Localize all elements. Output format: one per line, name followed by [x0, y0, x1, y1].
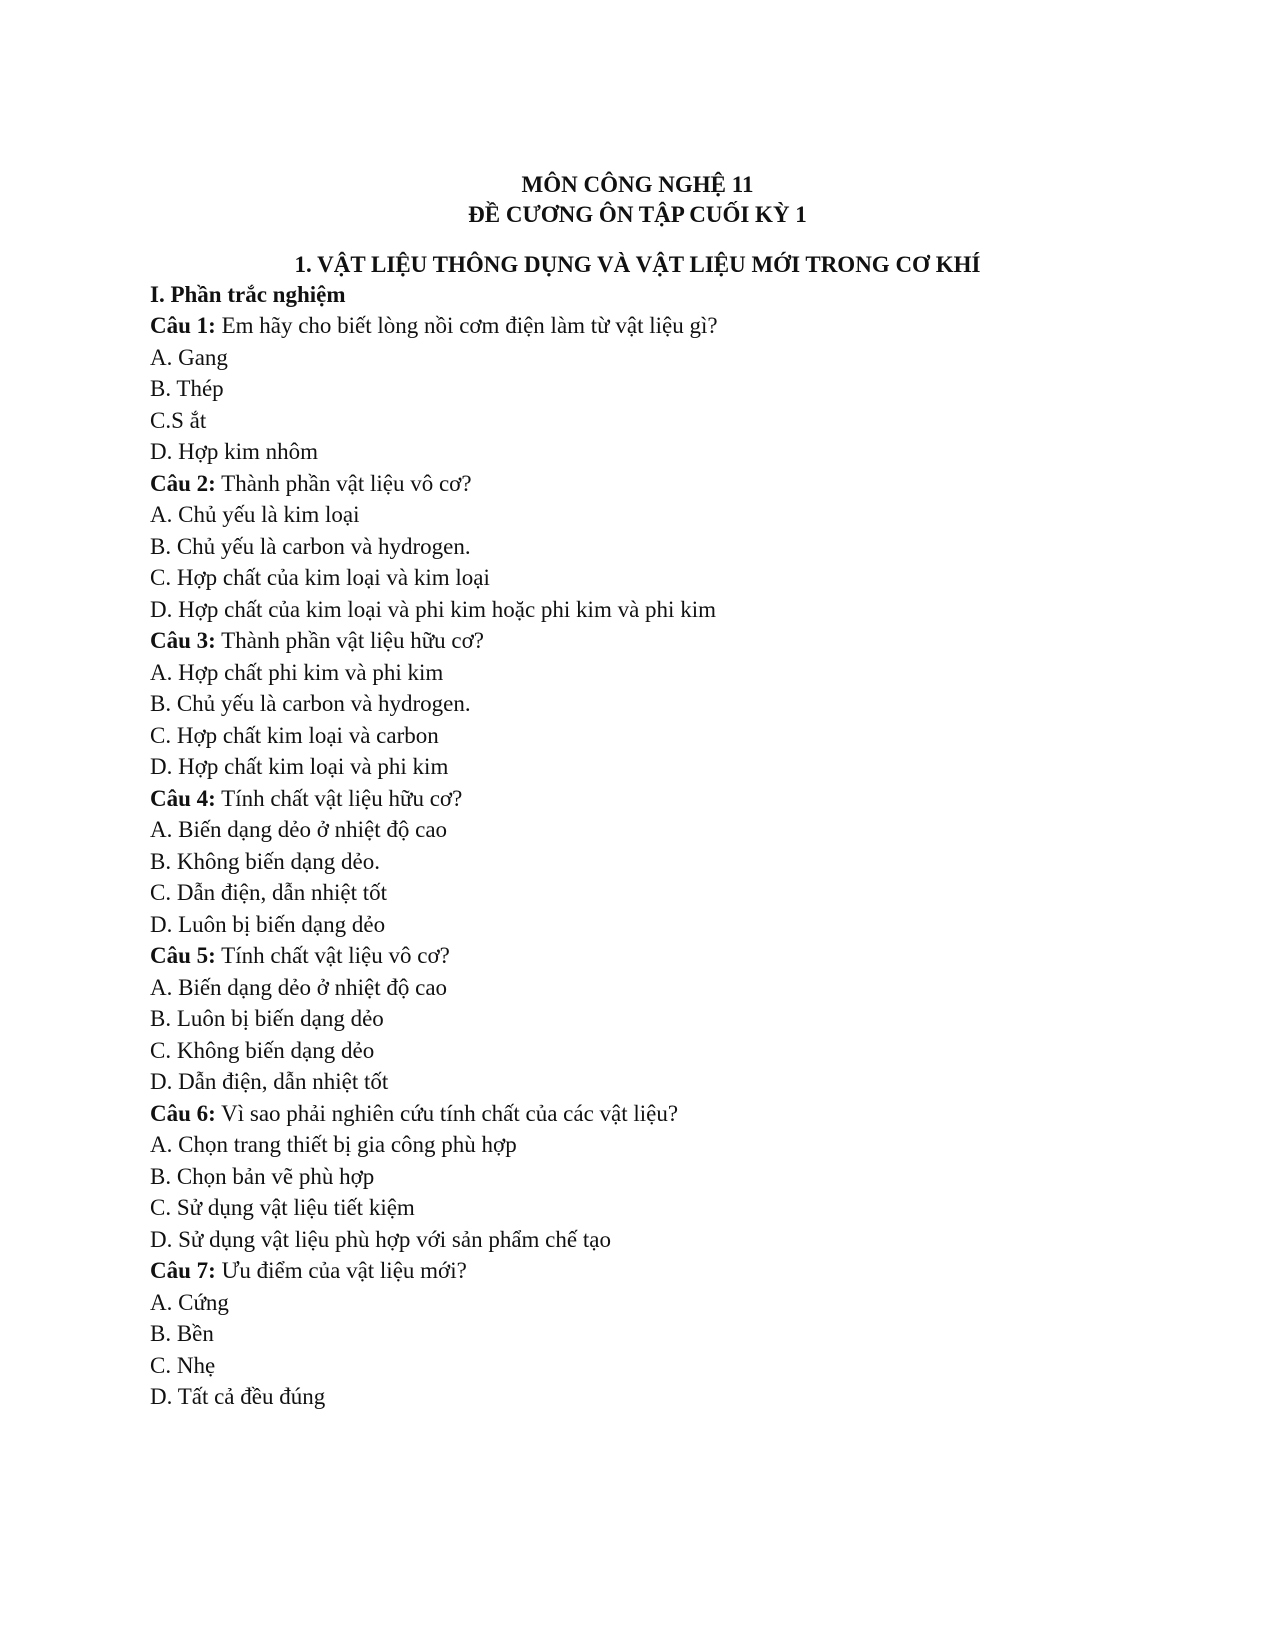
- answer-option: A. Chủ yếu là kim loại: [150, 502, 360, 527]
- question-block: [150, 625, 1200, 783]
- question-line: [150, 783, 1200, 815]
- answer-option: A. Gang: [150, 344, 228, 370]
- answer-option: D. Hợp chất kim loại và phi kim: [150, 754, 449, 779]
- answer-option: B. Thép: [150, 376, 224, 401]
- question-text: Tính chất vật liệu vô cơ?: [215, 943, 450, 968]
- question-block: [150, 1255, 1200, 1413]
- answer-option: D. Luôn bị biến dạng dẻo: [150, 911, 386, 937]
- section-title: 1. VẬT LIỆU THÔNG DỤNG VÀ VẬT LIỆU MỚI TRONG CƠ KHÍ: [294, 252, 981, 277]
- question-line: [150, 1255, 1200, 1287]
- answer-option: B. Luôn bị biến dạng dẻo: [150, 1006, 384, 1031]
- question-block: [150, 783, 1200, 941]
- answer-option: A. Cứng: [150, 1289, 229, 1315]
- question-line: [150, 468, 1200, 500]
- answer-option: D. Tất cả đều đúng: [150, 1384, 326, 1409]
- answer-option: C. Nhẹ: [150, 1352, 216, 1378]
- question-text: Ưu điểm của vật liệu mới?: [215, 1258, 467, 1283]
- answer-option: B. Chọn bản vẽ phù hợp: [150, 1163, 375, 1189]
- question-line: [150, 310, 1200, 342]
- answer-option: B. Chủ yếu là carbon và hydrogen.: [150, 691, 471, 716]
- question-text: Vì sao phải nghiên cứu tính chất của các vật liệu?: [215, 1100, 679, 1126]
- question-label: Câu 1:: [150, 313, 216, 338]
- answer-option: B. Chủ yếu là carbon và hydrogen.: [150, 533, 471, 559]
- subject-heading: MÔN CÔNG NGHỆ 11: [521, 172, 754, 197]
- answer-option: C. Hợp chất kim loại và carbon: [150, 722, 439, 748]
- question-line: [150, 940, 1200, 972]
- question-block: [150, 468, 1200, 626]
- question-text: Tính chất vật liệu hữu cơ?: [215, 785, 463, 811]
- document-title: ĐỀ CƯƠNG ÔN TẬP CUỐI KỲ 1: [468, 202, 807, 227]
- question-block: [150, 1098, 1200, 1256]
- question-line: [150, 1098, 1200, 1130]
- question-list: [150, 282, 1200, 1413]
- question-label: Câu 4:: [150, 785, 216, 811]
- answer-option: A. Hợp chất phi kim và phi kim: [150, 659, 444, 685]
- question-label: Câu 5:: [150, 943, 216, 968]
- question-text: Thành phần vật liệu hữu cơ?: [215, 628, 484, 653]
- answer-option: A. Chọn trang thiết bị gia công phù hợp: [150, 1132, 517, 1157]
- answer-option: C. Hợp chất của kim loại và kim loại: [150, 565, 490, 590]
- question-block: [150, 940, 1200, 1098]
- question-label: Câu 2:: [150, 470, 216, 496]
- question-block: [150, 310, 1200, 468]
- answer-option: D. Dẫn điện, dẫn nhiệt tốt: [150, 1069, 389, 1094]
- answer-option: B. Bền: [150, 1321, 214, 1346]
- answer-option: C. Sử dụng vật liệu tiết kiệm: [150, 1195, 415, 1220]
- part-title: I. Phần trắc nghiệm: [150, 282, 346, 307]
- answer-option: C. Không biến dạng dẻo: [150, 1037, 375, 1063]
- answer-option: D. Hợp chất của kim loại và phi kim hoặc phi kim và phi kim: [150, 596, 716, 622]
- question-label: Câu 7:: [150, 1258, 216, 1283]
- answer-option: D. Sử dụng vật liệu phù hợp với sản phẩm chế tạo: [150, 1226, 611, 1252]
- answer-option: A. Biến dạng dẻo ở nhiệt độ cao: [150, 974, 448, 1000]
- question-text: Thành phần vật liệu vô cơ?: [215, 470, 472, 496]
- answer-option: C.S ắt: [150, 407, 207, 433]
- question-label: Câu 6:: [150, 1100, 216, 1126]
- answer-option: B. Không biến dạng dẻo.: [150, 848, 380, 874]
- answer-option: C. Dẫn điện, dẫn nhiệt tốt: [150, 880, 387, 905]
- answer-option: D. Hợp kim nhôm: [150, 439, 319, 464]
- question-label: Câu 3:: [150, 628, 216, 653]
- document-header: [0, 170, 1275, 230]
- question-text: Em hãy cho biết lòng nồi cơm điện làm từ vật liệu gì?: [215, 313, 718, 338]
- questions-container: [150, 310, 1200, 1413]
- question-line: [150, 625, 1200, 657]
- answer-option: A. Biến dạng dẻo ở nhiệt độ cao: [150, 817, 448, 842]
